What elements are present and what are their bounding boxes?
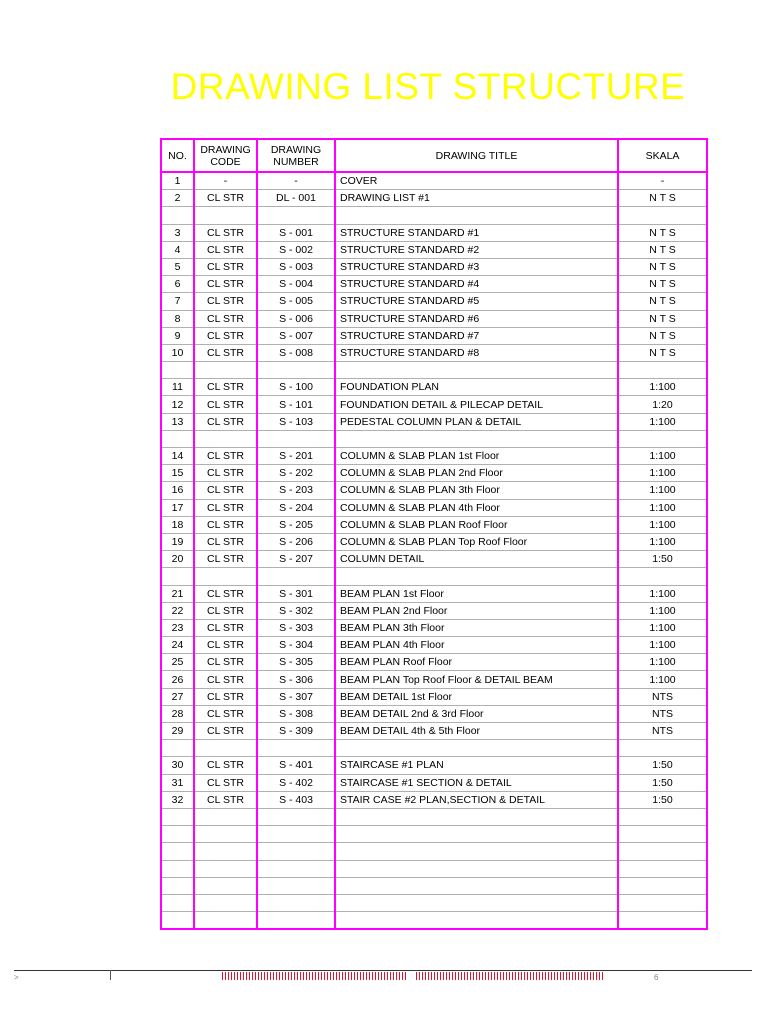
- cell-drawing-number: S - 303: [257, 619, 335, 636]
- cell-drawing-code: [194, 843, 257, 860]
- cell-drawing-code: CL STR: [194, 448, 257, 465]
- cell-drawing-number: S - 201: [257, 448, 335, 465]
- table-row: [161, 362, 707, 379]
- cell-drawing-number: S - 202: [257, 465, 335, 482]
- cell-drawing-title: FOUNDATION DETAIL & PILECAP DETAIL: [335, 396, 618, 413]
- cell-skala: [618, 740, 707, 757]
- cell-no: 10: [161, 344, 194, 361]
- cell-no: 19: [161, 533, 194, 550]
- cell-drawing-title: COLUMN DETAIL: [335, 551, 618, 568]
- cell-drawing-code: CL STR: [194, 705, 257, 722]
- cell-drawing-number: S - 403: [257, 791, 335, 808]
- cell-no: 1: [161, 172, 194, 190]
- cell-skala: [618, 808, 707, 825]
- cell-skala: [618, 860, 707, 877]
- table-row: [161, 516, 707, 533]
- header-row: [161, 139, 707, 172]
- table-row: [161, 413, 707, 430]
- cell-drawing-code: -: [194, 172, 257, 190]
- cell-skala: 1:100: [618, 637, 707, 654]
- table-row: [161, 327, 707, 344]
- cell-skala: 1:20: [618, 396, 707, 413]
- cell-drawing-title: BEAM PLAN 2nd Floor: [335, 602, 618, 619]
- cell-drawing-code: CL STR: [194, 327, 257, 344]
- footer-mark-right: 6: [654, 973, 659, 982]
- cell-skala: 1:50: [618, 551, 707, 568]
- cell-drawing-number: DL - 001: [257, 190, 335, 207]
- cell-no: 17: [161, 499, 194, 516]
- cell-drawing-code: CL STR: [194, 533, 257, 550]
- cell-drawing-number: S - 204: [257, 499, 335, 516]
- cell-no: 6: [161, 276, 194, 293]
- cell-drawing-code: CL STR: [194, 258, 257, 275]
- cell-drawing-title: BEAM DETAIL 4th & 5th Floor: [335, 723, 618, 740]
- table-row: [161, 258, 707, 275]
- cell-drawing-title: STAIRCASE #1 SECTION & DETAIL: [335, 774, 618, 791]
- table-row: [161, 757, 707, 774]
- cell-skala: N T S: [618, 190, 707, 207]
- cell-drawing-number: -: [257, 172, 335, 190]
- cell-drawing-code: CL STR: [194, 654, 257, 671]
- cell-skala: [618, 877, 707, 894]
- cell-drawing-title: COVER: [335, 172, 618, 190]
- cell-no: [161, 860, 194, 877]
- cell-no: [161, 740, 194, 757]
- cell-no: 7: [161, 293, 194, 310]
- table-row: [161, 224, 707, 241]
- cell-drawing-number: S - 006: [257, 310, 335, 327]
- cell-drawing-number: S - 003: [257, 258, 335, 275]
- cell-no: 5: [161, 258, 194, 275]
- table-row: [161, 276, 707, 293]
- cell-drawing-code: [194, 912, 257, 930]
- cell-drawing-code: [194, 826, 257, 843]
- cell-skala: N T S: [618, 258, 707, 275]
- cell-skala: -: [618, 172, 707, 190]
- table-row: [161, 482, 707, 499]
- cell-skala: N T S: [618, 344, 707, 361]
- cell-skala: 1:100: [618, 585, 707, 602]
- cell-no: 27: [161, 688, 194, 705]
- cell-drawing-number: S - 103: [257, 413, 335, 430]
- cell-drawing-code: CL STR: [194, 619, 257, 636]
- cell-drawing-title: [335, 894, 618, 911]
- cell-no: 23: [161, 619, 194, 636]
- table-row: [161, 619, 707, 636]
- cell-drawing-code: CL STR: [194, 602, 257, 619]
- cell-drawing-number: S - 308: [257, 705, 335, 722]
- table-row: [161, 172, 707, 190]
- cell-skala: 1:100: [618, 533, 707, 550]
- cell-skala: 1:100: [618, 413, 707, 430]
- cell-drawing-title: STRUCTURE STANDARD #6: [335, 310, 618, 327]
- cell-no: 12: [161, 396, 194, 413]
- cell-drawing-number: S - 004: [257, 276, 335, 293]
- cell-skala: N T S: [618, 276, 707, 293]
- cell-skala: 1:100: [618, 465, 707, 482]
- cell-drawing-title: [335, 430, 618, 447]
- cell-drawing-code: [194, 568, 257, 585]
- table-row: [161, 344, 707, 361]
- cell-drawing-code: CL STR: [194, 757, 257, 774]
- table-row: [161, 740, 707, 757]
- cell-drawing-code: CL STR: [194, 241, 257, 258]
- cell-drawing-number: [257, 894, 335, 911]
- cell-drawing-title: STRUCTURE STANDARD #8: [335, 344, 618, 361]
- cell-drawing-title: BEAM DETAIL 1st Floor: [335, 688, 618, 705]
- cell-no: [161, 912, 194, 930]
- cell-drawing-code: [194, 207, 257, 224]
- cell-no: [161, 362, 194, 379]
- table-row: [161, 602, 707, 619]
- table-row: [161, 688, 707, 705]
- cell-drawing-number: S - 306: [257, 671, 335, 688]
- table-row: [161, 293, 707, 310]
- cell-skala: [618, 894, 707, 911]
- cell-drawing-code: CL STR: [194, 310, 257, 327]
- cell-skala: [618, 430, 707, 447]
- cell-no: 20: [161, 551, 194, 568]
- cell-skala: 1:100: [618, 516, 707, 533]
- cell-no: 21: [161, 585, 194, 602]
- cell-drawing-title: [335, 843, 618, 860]
- table-row: [161, 551, 707, 568]
- cell-drawing-number: S - 203: [257, 482, 335, 499]
- cell-drawing-code: CL STR: [194, 224, 257, 241]
- cell-skala: [618, 207, 707, 224]
- cell-drawing-code: CL STR: [194, 551, 257, 568]
- cell-drawing-code: CL STR: [194, 585, 257, 602]
- table-row: [161, 877, 707, 894]
- cell-drawing-title: COLUMN & SLAB PLAN 3th Floor: [335, 482, 618, 499]
- header-drawing-number: DRAWING NUMBER: [257, 139, 335, 172]
- table-row: [161, 379, 707, 396]
- table-row: [161, 396, 707, 413]
- cell-no: 3: [161, 224, 194, 241]
- cell-skala: 1:100: [618, 482, 707, 499]
- cell-drawing-title: [335, 877, 618, 894]
- cell-no: 16: [161, 482, 194, 499]
- cell-drawing-title: STRUCTURE STANDARD #2: [335, 241, 618, 258]
- table-row: [161, 912, 707, 930]
- cell-drawing-title: [335, 207, 618, 224]
- table-body: [161, 172, 707, 929]
- cell-no: [161, 568, 194, 585]
- cell-drawing-code: CL STR: [194, 379, 257, 396]
- cell-drawing-number: S - 001: [257, 224, 335, 241]
- cell-drawing-number: S - 309: [257, 723, 335, 740]
- cell-drawing-title: [335, 362, 618, 379]
- cell-no: [161, 808, 194, 825]
- table-row: [161, 671, 707, 688]
- cell-drawing-number: [257, 430, 335, 447]
- table-row: [161, 533, 707, 550]
- cell-no: 9: [161, 327, 194, 344]
- cell-skala: 1:50: [618, 791, 707, 808]
- cell-drawing-number: S - 207: [257, 551, 335, 568]
- table-row: [161, 774, 707, 791]
- cell-drawing-number: [257, 860, 335, 877]
- cell-no: 18: [161, 516, 194, 533]
- cell-drawing-title: COLUMN & SLAB PLAN Roof Floor: [335, 516, 618, 533]
- cell-skala: NTS: [618, 705, 707, 722]
- cell-no: [161, 826, 194, 843]
- cell-no: [161, 843, 194, 860]
- table-row: [161, 826, 707, 843]
- cell-drawing-code: CL STR: [194, 344, 257, 361]
- cell-drawing-code: CL STR: [194, 791, 257, 808]
- table-row: [161, 860, 707, 877]
- table-row: [161, 808, 707, 825]
- cell-drawing-code: CL STR: [194, 190, 257, 207]
- cell-drawing-number: S - 302: [257, 602, 335, 619]
- cell-drawing-code: CL STR: [194, 499, 257, 516]
- cell-drawing-title: PEDESTAL COLUMN PLAN & DETAIL: [335, 413, 618, 430]
- cell-no: [161, 430, 194, 447]
- cell-drawing-code: CL STR: [194, 516, 257, 533]
- cell-skala: [618, 843, 707, 860]
- drawing-list-table: [160, 138, 708, 930]
- cell-drawing-code: CL STR: [194, 688, 257, 705]
- cell-drawing-number: S - 307: [257, 688, 335, 705]
- cell-drawing-title: [335, 740, 618, 757]
- cell-drawing-code: CL STR: [194, 637, 257, 654]
- cell-skala: 1:100: [618, 379, 707, 396]
- cell-drawing-title: [335, 860, 618, 877]
- cell-drawing-title: BEAM PLAN 4th Floor: [335, 637, 618, 654]
- cell-drawing-title: FOUNDATION PLAN: [335, 379, 618, 396]
- cell-no: [161, 877, 194, 894]
- cell-drawing-number: S - 402: [257, 774, 335, 791]
- cell-skala: 1:100: [618, 602, 707, 619]
- cell-drawing-number: S - 401: [257, 757, 335, 774]
- cell-drawing-number: S - 304: [257, 637, 335, 654]
- footer-rule: [14, 970, 752, 971]
- table-row: [161, 705, 707, 722]
- table-row: [161, 207, 707, 224]
- page-title: DRAWING LIST STRUCTURE: [170, 66, 686, 107]
- cell-drawing-number: S - 008: [257, 344, 335, 361]
- cell-skala: 1:100: [618, 654, 707, 671]
- cell-skala: N T S: [618, 310, 707, 327]
- cell-drawing-code: CL STR: [194, 396, 257, 413]
- cell-drawing-code: [194, 430, 257, 447]
- cell-drawing-title: STRUCTURE STANDARD #1: [335, 224, 618, 241]
- cell-drawing-code: [194, 877, 257, 894]
- cell-drawing-number: [257, 877, 335, 894]
- cell-drawing-number: S - 206: [257, 533, 335, 550]
- cell-drawing-number: [257, 207, 335, 224]
- cell-skala: N T S: [618, 241, 707, 258]
- table-row: [161, 465, 707, 482]
- cell-drawing-title: BEAM PLAN Top Roof Floor & DETAIL BEAM: [335, 671, 618, 688]
- cell-drawing-title: COLUMN & SLAB PLAN Top Roof Floor: [335, 533, 618, 550]
- cell-drawing-title: BEAM DETAIL 2nd & 3rd Floor: [335, 705, 618, 722]
- cell-skala: 1:50: [618, 774, 707, 791]
- cell-no: 15: [161, 465, 194, 482]
- cell-skala: 1:100: [618, 671, 707, 688]
- cell-drawing-number: [257, 740, 335, 757]
- table-row: [161, 499, 707, 516]
- cell-drawing-number: S - 100: [257, 379, 335, 396]
- cell-drawing-number: [257, 826, 335, 843]
- cell-skala: NTS: [618, 688, 707, 705]
- cell-no: 2: [161, 190, 194, 207]
- cell-drawing-code: [194, 894, 257, 911]
- cell-drawing-title: STRUCTURE STANDARD #4: [335, 276, 618, 293]
- cell-no: 25: [161, 654, 194, 671]
- cell-no: 28: [161, 705, 194, 722]
- cell-drawing-code: CL STR: [194, 276, 257, 293]
- cell-drawing-title: [335, 808, 618, 825]
- cell-drawing-number: S - 007: [257, 327, 335, 344]
- cell-no: 26: [161, 671, 194, 688]
- cell-skala: [618, 912, 707, 930]
- cell-skala: [618, 362, 707, 379]
- table-row: [161, 190, 707, 207]
- cell-drawing-title: COLUMN & SLAB PLAN 2nd Floor: [335, 465, 618, 482]
- cell-skala: N T S: [618, 224, 707, 241]
- table-row: [161, 241, 707, 258]
- cell-skala: NTS: [618, 723, 707, 740]
- cell-no: [161, 207, 194, 224]
- table-row: [161, 568, 707, 585]
- cell-drawing-number: [257, 912, 335, 930]
- cell-no: 24: [161, 637, 194, 654]
- table-header: [161, 139, 707, 172]
- cell-drawing-title: BEAM PLAN 3th Floor: [335, 619, 618, 636]
- cell-drawing-code: [194, 362, 257, 379]
- table-row: [161, 448, 707, 465]
- cell-drawing-code: [194, 860, 257, 877]
- cell-skala: 1:100: [618, 448, 707, 465]
- cell-no: 14: [161, 448, 194, 465]
- cell-drawing-title: STAIRCASE #1 PLAN: [335, 757, 618, 774]
- cell-no: 22: [161, 602, 194, 619]
- cell-skala: 1:100: [618, 619, 707, 636]
- header-skala: SKALA: [618, 139, 707, 172]
- cell-drawing-code: CL STR: [194, 413, 257, 430]
- cell-drawing-number: S - 205: [257, 516, 335, 533]
- table-row: [161, 723, 707, 740]
- cell-drawing-title: STRUCTURE STANDARD #7: [335, 327, 618, 344]
- cell-drawing-code: [194, 808, 257, 825]
- cell-skala: 1:50: [618, 757, 707, 774]
- header-drawing-code: DRAWING CODE: [194, 139, 257, 172]
- cell-no: 29: [161, 723, 194, 740]
- cell-no: 32: [161, 791, 194, 808]
- cell-drawing-number: S - 301: [257, 585, 335, 602]
- cell-drawing-title: COLUMN & SLAB PLAN 1st Floor: [335, 448, 618, 465]
- cell-drawing-title: [335, 568, 618, 585]
- cell-skala: [618, 568, 707, 585]
- cell-drawing-code: CL STR: [194, 482, 257, 499]
- footer-tick: [110, 970, 111, 980]
- cell-drawing-number: S - 101: [257, 396, 335, 413]
- cell-drawing-code: CL STR: [194, 774, 257, 791]
- cell-drawing-title: DRAWING LIST #1: [335, 190, 618, 207]
- cell-drawing-code: CL STR: [194, 293, 257, 310]
- cell-drawing-number: [257, 362, 335, 379]
- cell-no: 13: [161, 413, 194, 430]
- table-row: [161, 585, 707, 602]
- table-row: [161, 310, 707, 327]
- cell-drawing-code: CL STR: [194, 723, 257, 740]
- cell-no: 11: [161, 379, 194, 396]
- cell-no: [161, 894, 194, 911]
- cell-drawing-title: BEAM PLAN Roof Floor: [335, 654, 618, 671]
- cell-skala: N T S: [618, 327, 707, 344]
- cell-drawing-title: BEAM PLAN 1st Floor: [335, 585, 618, 602]
- cell-no: 31: [161, 774, 194, 791]
- cell-drawing-code: CL STR: [194, 671, 257, 688]
- table-row: [161, 843, 707, 860]
- cell-drawing-code: [194, 740, 257, 757]
- cell-skala: N T S: [618, 293, 707, 310]
- cell-drawing-title: STRUCTURE STANDARD #5: [335, 293, 618, 310]
- footer-scale-ruler-right: [416, 972, 604, 980]
- cell-drawing-number: [257, 568, 335, 585]
- header-drawing-title: DRAWING TITLE: [335, 139, 618, 172]
- table-row: [161, 637, 707, 654]
- footer-scale-ruler-left: [222, 972, 408, 980]
- cell-no: 30: [161, 757, 194, 774]
- header-no: NO.: [161, 139, 194, 172]
- cell-drawing-number: [257, 808, 335, 825]
- cell-no: 4: [161, 241, 194, 258]
- cell-drawing-number: S - 005: [257, 293, 335, 310]
- cell-drawing-title: STRUCTURE STANDARD #3: [335, 258, 618, 275]
- cell-drawing-number: [257, 843, 335, 860]
- table-row: [161, 894, 707, 911]
- table-row: [161, 654, 707, 671]
- cell-drawing-number: S - 002: [257, 241, 335, 258]
- footer-mark-left: >: [14, 973, 19, 982]
- cell-drawing-code: CL STR: [194, 465, 257, 482]
- cell-no: 8: [161, 310, 194, 327]
- cell-drawing-title: STAIR CASE #2 PLAN,SECTION & DETAIL: [335, 791, 618, 808]
- cell-drawing-number: S - 305: [257, 654, 335, 671]
- table-row: [161, 430, 707, 447]
- cell-drawing-title: [335, 912, 618, 930]
- table-row: [161, 791, 707, 808]
- cell-drawing-title: COLUMN & SLAB PLAN 4th Floor: [335, 499, 618, 516]
- cell-skala: 1:100: [618, 499, 707, 516]
- cell-skala: [618, 826, 707, 843]
- cell-drawing-title: [335, 826, 618, 843]
